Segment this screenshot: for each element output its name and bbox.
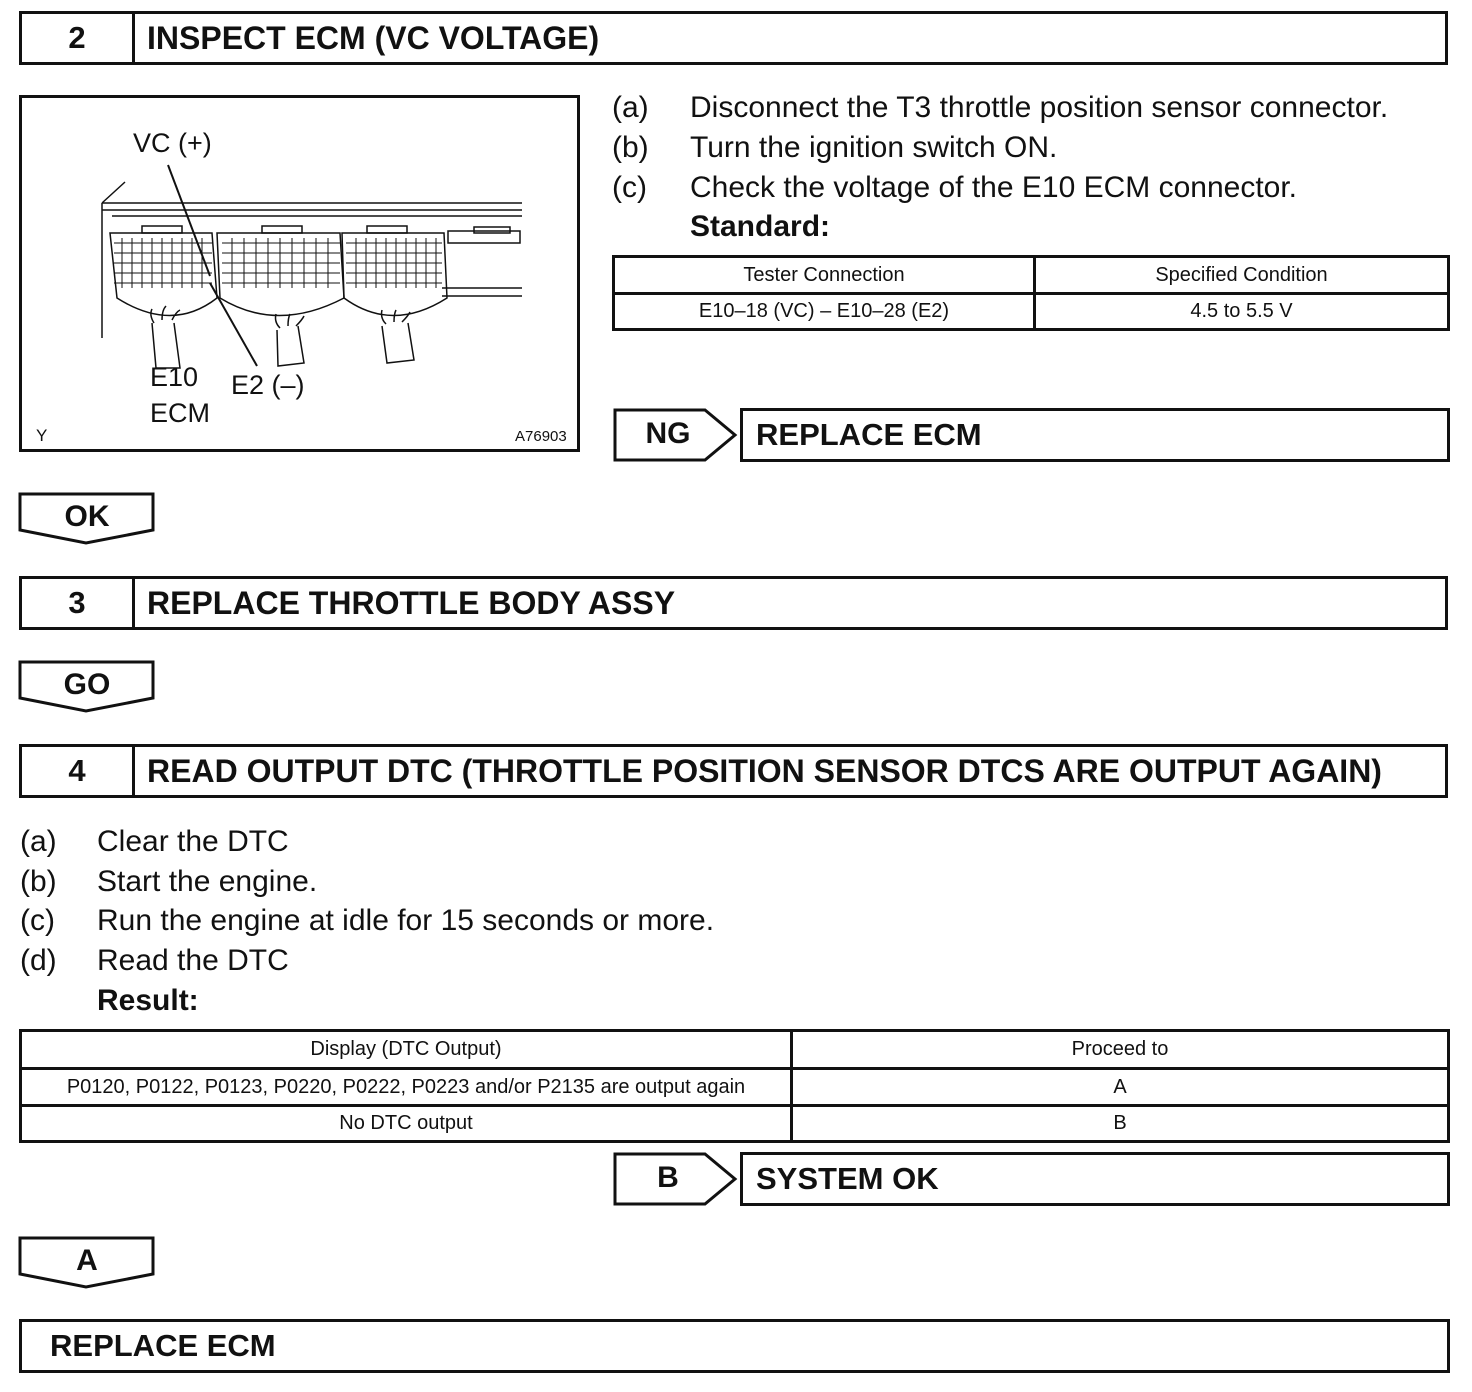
ecm-connector-figure	[19, 95, 580, 452]
instruction-text: Run the engine at idle for 15 seconds or more.	[97, 904, 715, 937]
instruction-label: (a)	[612, 91, 649, 124]
step-title: REPLACE THROTTLE BODY ASSY	[147, 584, 676, 621]
step-number: 2	[22, 14, 135, 62]
step-number: 4	[22, 747, 135, 795]
table-header: Proceed to	[792, 1031, 1449, 1069]
a-label: A	[76, 1244, 98, 1277]
b-label: B	[657, 1161, 679, 1194]
step-4-header	[19, 744, 1448, 798]
figure-id: A76903	[515, 428, 567, 445]
label-e10: E10	[150, 362, 199, 392]
step-number: 3	[22, 579, 135, 627]
result-label: Result:	[97, 984, 199, 1017]
ng-result: REPLACE ECM	[740, 408, 1450, 462]
instruction-text: Start the engine.	[97, 865, 318, 898]
label-e2: E2 (–)	[231, 370, 305, 400]
table-header: Tester Connection	[614, 257, 1035, 294]
b-branch-tag	[613, 1152, 738, 1206]
instruction-text: Check the voltage of the E10 ECM connector.	[690, 171, 1298, 204]
final-result: REPLACE ECM	[19, 1319, 1450, 1373]
label-vc: VC (+)	[133, 128, 212, 158]
step-3-header	[19, 576, 1448, 630]
instruction-label: (c)	[612, 171, 647, 204]
standard-label: Standard:	[690, 210, 831, 243]
result-table	[19, 1029, 1450, 1143]
go-branch-tag	[18, 660, 156, 714]
instruction-text: Turn the ignition switch ON.	[690, 131, 1058, 164]
table-cell: No DTC output	[21, 1106, 792, 1142]
step-title: INSPECT ECM (VC VOLTAGE)	[147, 19, 600, 56]
a-branch-tag	[18, 1236, 156, 1290]
go-label: GO	[63, 668, 111, 701]
ng-branch-tag	[613, 408, 738, 462]
corner-label: Y	[36, 426, 48, 445]
label-ecm: ECM	[150, 398, 210, 428]
instruction-label: (c)	[20, 904, 55, 937]
instruction-label: (b)	[612, 131, 649, 164]
ok-branch-tag	[18, 492, 156, 546]
standard-table	[612, 255, 1450, 331]
instruction-text: Disconnect the T3 throttle position sensor connector.	[690, 91, 1389, 124]
table-cell: B	[792, 1106, 1449, 1142]
ok-label: OK	[64, 500, 110, 533]
table-cell: E10–18 (VC) – E10–28 (E2)	[614, 294, 1035, 330]
instruction-label: (d)	[20, 944, 57, 977]
instruction-text: Clear the DTC	[97, 825, 289, 858]
table-cell: P0120, P0122, P0123, P0220, P0222, P0223 and/or P2135 are output again	[21, 1069, 792, 1106]
step-title: READ OUTPUT DTC (THROTTLE POSITION SENSOR DTCS ARE OUTPUT AGAIN)	[147, 752, 1382, 789]
b-result: SYSTEM OK	[740, 1152, 1450, 1206]
instruction-text: Read the DTC	[97, 944, 289, 977]
table-header: Specified Condition	[1035, 257, 1449, 294]
instruction-label: (b)	[20, 865, 57, 898]
instruction-label: (a)	[20, 825, 57, 858]
ng-label: NG	[645, 417, 691, 450]
table-cell: 4.5 to 5.5 V	[1035, 294, 1449, 330]
step-2-header	[19, 11, 1448, 65]
table-cell: A	[792, 1069, 1449, 1106]
table-header: Display (DTC Output)	[21, 1031, 792, 1069]
